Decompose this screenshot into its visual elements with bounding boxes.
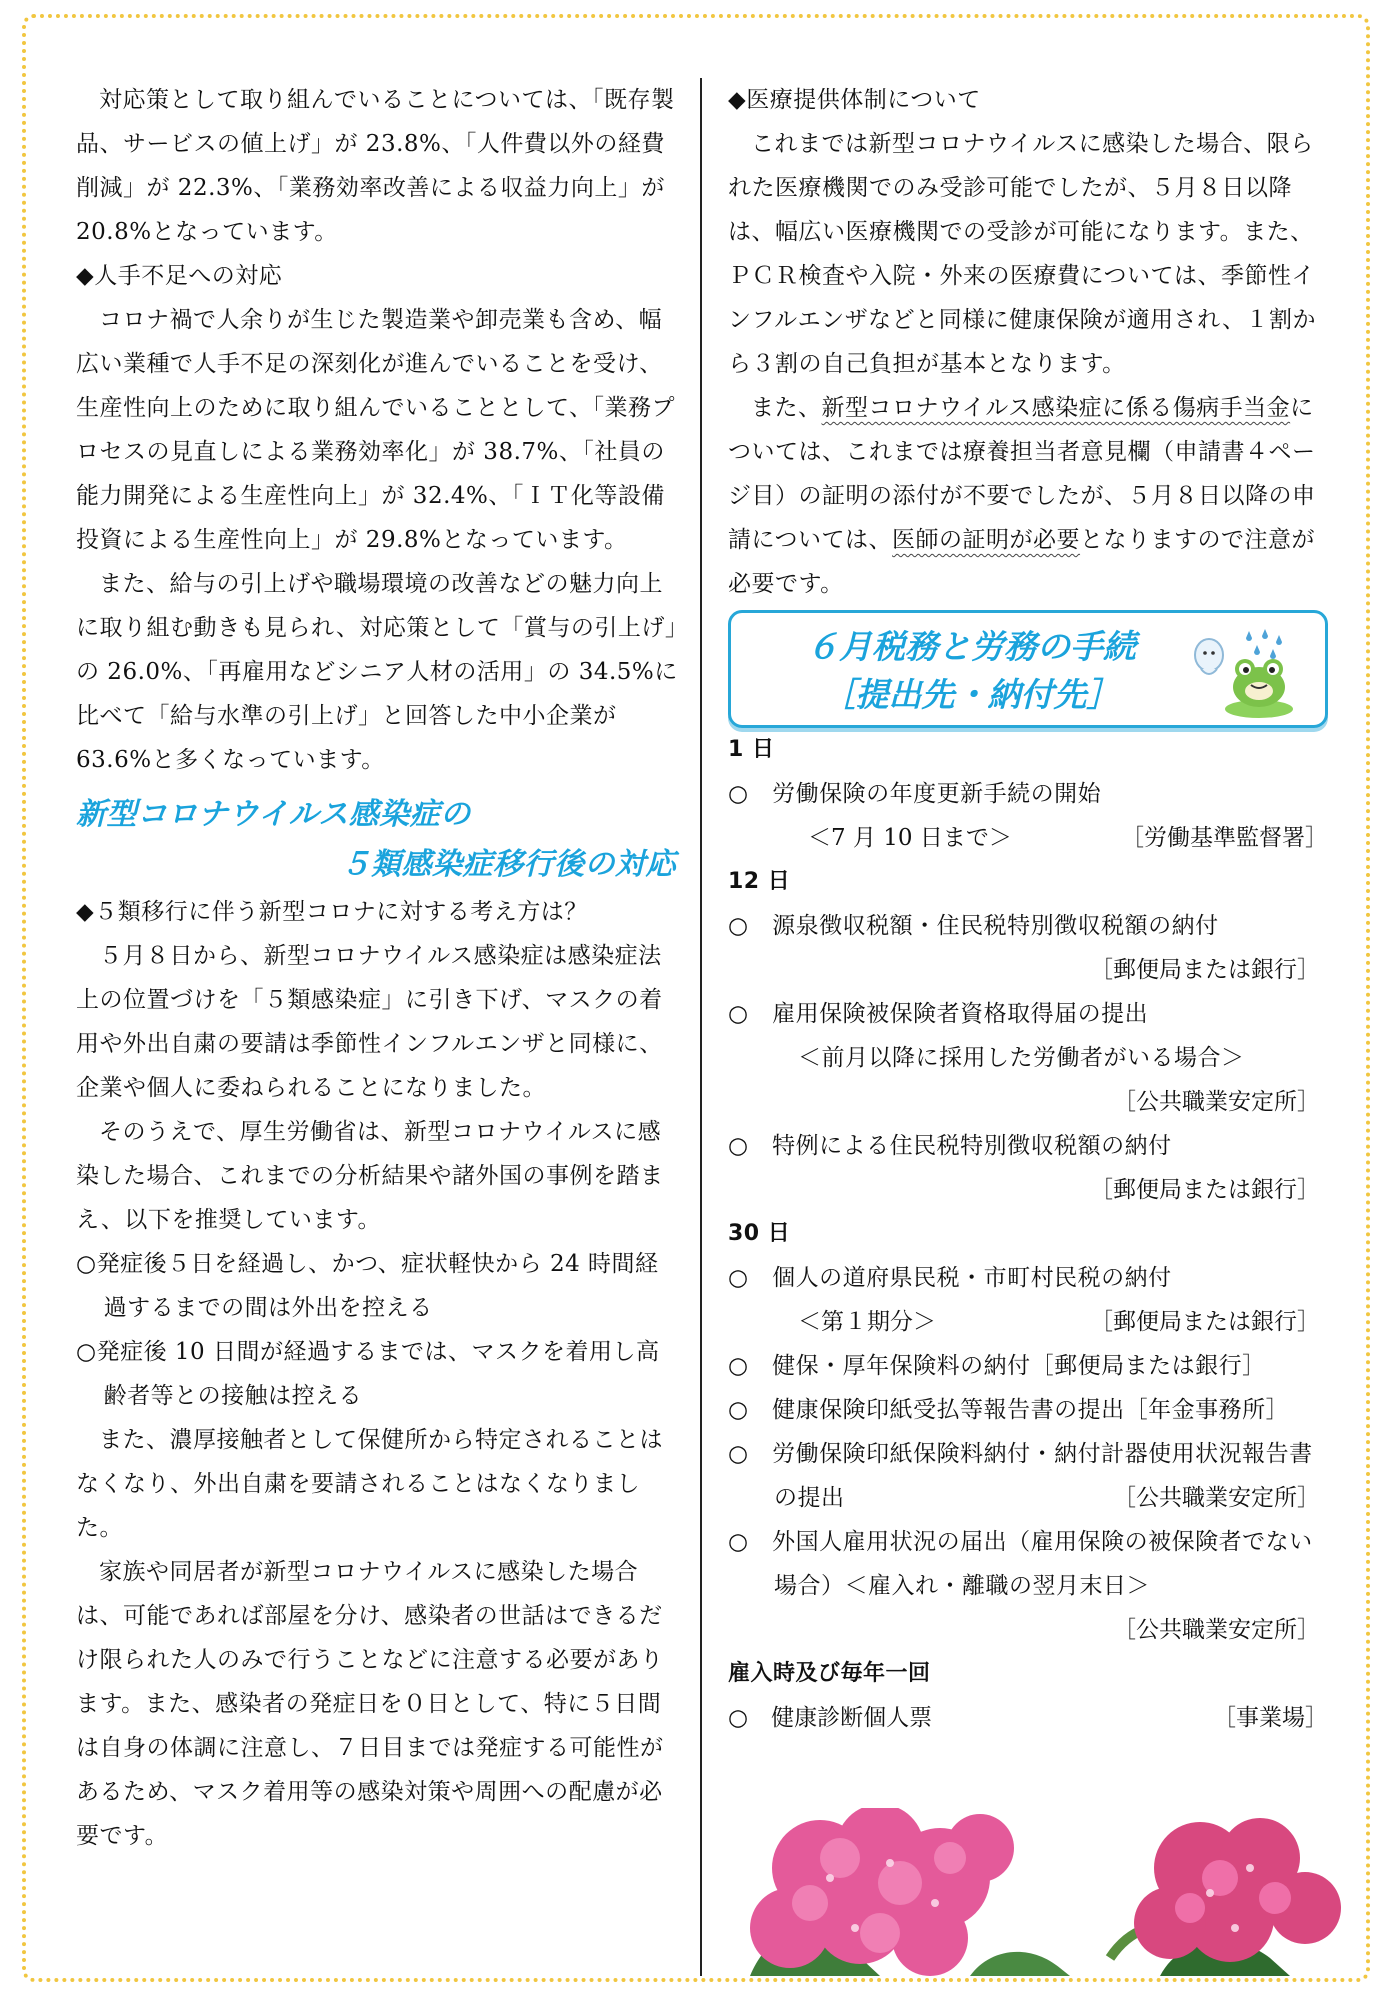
column-divider [700, 78, 702, 1976]
paragraph: コロナ禍で人余りが生じた製造業や卸売業も含め、幅広い業種で人手不足の深刻化が進んでいることを受け、生産性向上のために取り組んでいることとして、「業務プロセスの見直しによる業務効率化」が 38.7%、「社員の能力開発による生産性向上」が 32.4%、「ＩＴ化等設備投資による生産性向上」が 29.8%となっています。 [76, 307, 676, 553]
schedule-title-line2: ［提出先・納付先］ [822, 675, 1120, 714]
schedule-item-detail [728, 1300, 1328, 1344]
right-column [728, 78, 1328, 1740]
schedule-period: ＜第１期分＞ [798, 1309, 936, 1335]
section-heading: ◆５類移行に伴う新型コロナに対する考え方は？ [76, 899, 588, 925]
hydrangea-image [730, 1808, 1354, 1976]
schedule-condition: ＜前月以降に採用した労働者がいる場合＞ [798, 1045, 1245, 1071]
schedule-destination: ［労働基準監督署］ [1121, 825, 1328, 851]
schedule-item: ○ 健康保険印紙受払等報告書の提出［年金事務所］ [728, 1397, 1290, 1423]
schedule-item: ○ 特例による住民税特別徴収税額の納付 [728, 1133, 1172, 1159]
schedule-item: ○ 労働保険の年度更新手続の開始 [728, 781, 1102, 807]
day-heading: 雇入時及び毎年一回 [728, 1661, 931, 1686]
schedule-destination: ［公共職業安定所］ [1113, 1089, 1320, 1115]
left-column [76, 78, 680, 1858]
schedule-item-detail [728, 816, 1328, 860]
article-title-line2: ５類感染症移行後の対応 [340, 847, 676, 882]
text-run: については、これまでは療養担当者意見欄（申請書４ページ目）の証明の添付が不要でしたが、５月８日以降の申請については、 [728, 395, 1316, 553]
underlined-text: 医師の証明が必要 [892, 527, 1081, 553]
schedule-item: ○ 個人の道府県民税・市町村民税の納付 [728, 1265, 1172, 1291]
schedule-destination: ［郵便局または銀行］ [1090, 957, 1320, 983]
frog-icon [1187, 625, 1297, 721]
schedule-destination: ［郵便局または銀行］ [1090, 1309, 1320, 1335]
text-run: となりますので注意が必要です。 [728, 527, 1316, 597]
section-heading: ◆人手不足への対応 [76, 263, 283, 289]
schedule-title-line1: ６月税務と労務の手続 [806, 627, 1136, 666]
schedule-destination: ［公共職業安定所］ [1113, 1485, 1320, 1511]
schedule-item: ○ 外国人雇用状況の届出（雇用保険の被保険者でない場合）＜雇入れ・離職の翌月末日＞ [728, 1529, 1313, 1599]
day-heading: 30 日 [728, 1221, 791, 1246]
schedule-item: ○ 源泉徴収税額・住民税特別徴収税額の納付 [728, 913, 1219, 939]
schedule-item: ○ 労働保険印紙保険料納付・納付計器使用状況報告書の提出 [728, 1441, 1313, 1511]
schedule-destination: ［事業場］ [1213, 1705, 1328, 1731]
article-title-line1: 新型コロナウイルス感染症の [76, 797, 471, 832]
hydrangea-photo [730, 1808, 1354, 1976]
schedule-item-row [728, 1696, 1328, 1740]
text-run: また、 [751, 395, 822, 421]
section-heading: ◆医療提供体制について [728, 87, 981, 113]
paragraph: また、濃厚接触者として保健所から特定されることはなくなり、外出自粛を要請されることはなくなりました。 [76, 1427, 663, 1541]
paragraph: そのうえで、厚生労働省は、新型コロナウイルスに感染した場合、これまでの分析結果や諸外国の事例を踏まえ、以下を推奨しています。 [76, 1119, 664, 1233]
schedule-title-box [728, 610, 1328, 728]
underlined-text: 新型コロナウイルス感染症に係る傷病手当金 [821, 395, 1291, 421]
schedule-deadline: ＜7 月 10 日まで＞ [808, 825, 1012, 851]
schedule-title [761, 623, 1181, 719]
schedule-destination: ［郵便局または銀行］ [1090, 1177, 1320, 1203]
paragraph: ５月８日から、新型コロナウイルス感染症は感染症法上の位置づけを「５類感染症」に引き下げ、マスクの着用や外出自粛の要請は季節性インフルエンザと同様に、企業や個人に委ねられることになりました。 [76, 943, 663, 1101]
paragraph: 対応策として取り組んでいることについては、「既存製品、サービスの値上げ」が 23.8%、「人件費以外の経費削減」が 22.3%、「業務効率改善による収益力向上」が 20.8%となっています。 [76, 87, 675, 245]
paragraph [728, 386, 1328, 606]
paragraph: これまでは新型コロナウイルスに感染した場合、限られた医療機関でのみ受診可能でしたが、５月８日以降は、幅広い医療機関での受診が可能になります。また、ＰＣＲ検査や入院・外来の医療費については、季節性インフルエンザなどと同様に健康保険が適用され、１割から３割の自己負担が基本となります。 [728, 131, 1316, 377]
schedule-destination: ［公共職業安定所］ [1113, 1617, 1320, 1643]
schedule-item: ○ 健保・厚年保険料の納付［郵便局または銀行］ [728, 1353, 1266, 1379]
recommendation-item: ○発症後 10 日間が経過するまでは、マスクを着用し高齢者等との接触は控える [76, 1339, 660, 1409]
paragraph: また、給与の引上げや職場環境の改善などの魅力向上に取り組む動きも見られ、対応策として「賞与の引上げ」の 26.0%、「再雇用などシニア人材の活用」の 34.5%に比べて「給与水準の引上げ」と回答した中小企業が 63.6%と多くなっています。 [76, 571, 678, 773]
recommendation-item: ○発症後５日を経過し、かつ、症状軽快から 24 時間経過するまでの間は外出を控える [76, 1251, 659, 1321]
schedule-item: ○ 雇用保険被保険者資格取得届の提出 [728, 1001, 1149, 1027]
day-heading: 1 日 [728, 737, 775, 762]
paragraph: 家族や同居者が新型コロナウイルスに感染した場合は、可能であれば部屋を分け、感染者の世話はできるだけ限られた人のみで行うことなどに注意する必要があります。また、感染者の発症日を０日として、特に５日間は自身の体調に注意し、７日目までは発症する可能性があるため、マスク着用等の感染対策や周囲への配慮が必要です。 [76, 1559, 664, 1849]
day-heading: 12 日 [728, 869, 791, 894]
schedule-item: ○ 健康診断個人票 [728, 1705, 933, 1731]
